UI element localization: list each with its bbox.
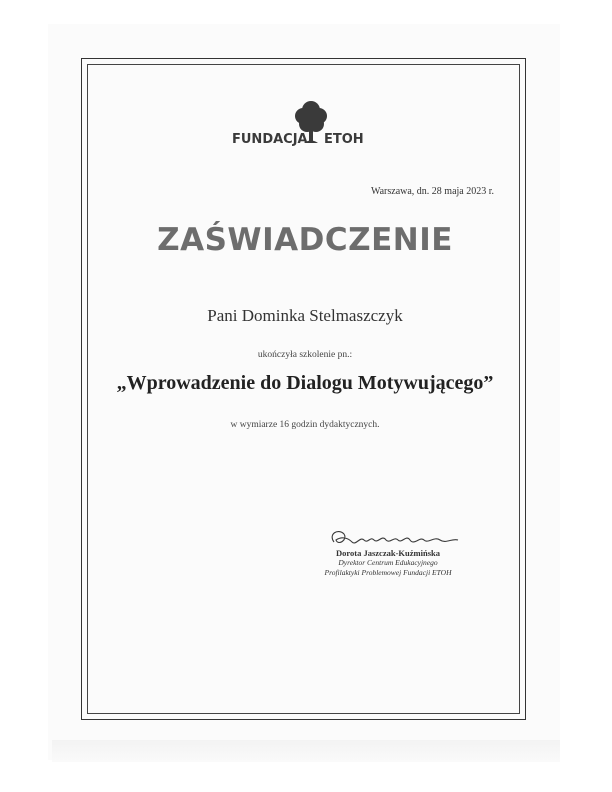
signer-block — [300, 548, 476, 578]
certificate-title: ZAŚWIADCZENIE — [157, 222, 453, 258]
recipient-name: Pani Dominka Stelmaszczyk — [207, 306, 403, 325]
logo-text-right: ETOH — [324, 132, 364, 147]
signer-name: Dorota Jaszczak-Kuźmińska — [336, 548, 440, 558]
completion-statement: ukończyła szkolenie pn.: — [257, 350, 353, 360]
signer-role-line1: Dyrektor Centrum Edukacyjnego — [338, 558, 438, 567]
course-title: „Wprowadzenie do Dialogu Motywującego” — [116, 372, 494, 394]
place-date: Warszawa, dn. 28 maja 2023 r. — [370, 186, 494, 197]
hours-statement: w wymiarze 16 godzin dydaktycznych. — [230, 420, 380, 430]
foundation-logo — [230, 96, 380, 152]
logo-text-left: FUNDACJA — [232, 132, 308, 147]
signer-role-line2: Profilaktyki Problemowej Fundacji ETOH — [324, 568, 452, 577]
page-edge — [52, 740, 560, 762]
